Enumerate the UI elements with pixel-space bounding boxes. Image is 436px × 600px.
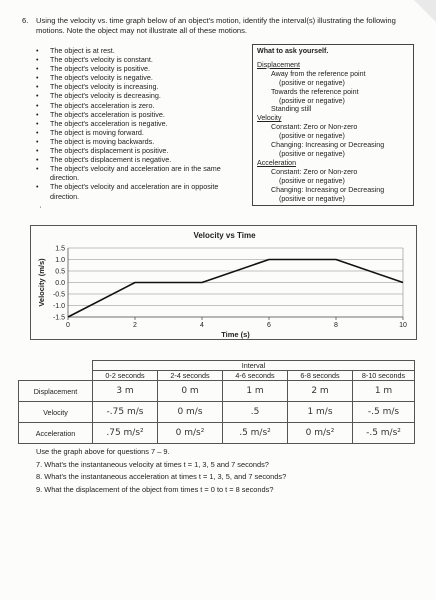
answer-cell: -.5 m/s (353, 402, 415, 423)
y-axis-label: Velocity (m/s) (37, 258, 46, 307)
velocity-time-chart (30, 225, 417, 340)
motion-item: • The object's acceleration is positive. (36, 110, 248, 119)
answer-cell: 0 m/s² (288, 423, 353, 444)
y-tick-label: 0.5 (55, 268, 65, 276)
x-tick-label: 0 (66, 322, 70, 329)
answer-cell: 1 m/s (288, 402, 353, 423)
motion-item: • The object's acceleration is zero. (36, 101, 248, 110)
row-label: Acceleration (19, 423, 93, 444)
ask-line: (positive or negative) (279, 78, 345, 87)
x-tick-label: 8 (334, 322, 338, 329)
answer-cell: 3 m (93, 381, 158, 402)
table-row (19, 381, 415, 402)
motion-item: • The object's velocity is increasing. (36, 82, 248, 91)
acceleration-heading: Acceleration (257, 158, 297, 167)
column-header: 8-10 seconds (353, 371, 415, 381)
y-tick-label: -0.5 (52, 291, 65, 299)
motion-item: • The object's velocity and acceleration are in the same direction. (36, 164, 248, 182)
row-label: Displacement (19, 381, 93, 402)
column-header: 4-6 seconds (223, 371, 288, 381)
y-tick-label: 1.5 (55, 245, 65, 253)
ask-line: (positive or negative) (279, 149, 345, 158)
ask-line: Constant: Zero or Non-zero (271, 167, 358, 176)
ask-line: (positive or negative) (279, 176, 345, 185)
row-label: Velocity (19, 402, 93, 423)
interval-header: Interval (93, 361, 415, 371)
ask-line: Changing: Increasing or Decreasing (271, 185, 385, 194)
question-9: 9. What the displacement of the object from times t = 0 to t = 8 seconds? (36, 484, 274, 494)
question-6-number: 6. (22, 16, 29, 25)
stray-mark: ' (40, 207, 42, 213)
x-tick-label: 2 (133, 322, 137, 329)
motion-item: • The object's velocity is constant. (36, 55, 248, 64)
velocity-heading: Velocity (257, 114, 282, 123)
interval-table (18, 360, 415, 444)
answer-cell: 1 m (223, 381, 288, 402)
answer-cell: -.75 m/s (93, 402, 158, 423)
ask-box-title: What to ask yourself. (257, 47, 329, 55)
x-axis-label: Time (s) (221, 330, 250, 339)
table-row (19, 402, 415, 423)
motion-item: • The object's velocity is decreasing. (36, 91, 248, 100)
y-tick-label: -1.0 (52, 303, 65, 310)
ask-line: Constant: Zero or Non-zero (271, 123, 358, 132)
y-tick-label: 1.0 (55, 257, 65, 264)
column-header: 0-2 seconds (93, 371, 158, 381)
x-tick-label: 10 (399, 322, 407, 329)
motion-item: • The object's acceleration is negative. (36, 119, 248, 128)
ask-line: Towards the reference point (271, 87, 359, 96)
velocity-line (68, 260, 403, 318)
question-6-text: Using the velocity vs. time graph below of an object's motion, identify the interval(s) illustrating the following motions. Note the object may not illustrate all of these motions. (36, 16, 396, 35)
questions-block (36, 446, 426, 496)
x-tick-label: 4 (200, 322, 204, 329)
answer-cell: .5 (223, 402, 288, 423)
answer-cell: 0 m/s (158, 402, 223, 423)
y-tick-label: -1.5 (52, 314, 65, 322)
answer-cell: 1 m (353, 381, 415, 402)
ask-line: (positive or negative) (279, 96, 345, 105)
motion-item: • The object is at rest. (36, 46, 248, 55)
motion-item: • The object's velocity and acceleration are in opposite direction. (36, 182, 248, 200)
ask-line: (positive or negative) (279, 194, 345, 203)
ask-line: Standing still (271, 105, 312, 114)
ask-yourself-box (252, 44, 414, 206)
motion-item: • The object is moving backwards. (36, 137, 248, 146)
question-8: 8. What's the instantaneous acceleration at times t = 1, 3, 5, and 7 seconds? (36, 472, 287, 481)
x-tick-label: 6 (267, 322, 271, 329)
answer-cell: -.5 m/s² (353, 423, 415, 444)
motion-item: • The object's velocity is negative. (36, 73, 248, 82)
chart-title: Velocity vs Time (193, 231, 256, 240)
motion-item: • The object's displacement is positive. (36, 146, 248, 155)
questions-intro: Use the graph above for questions 7 – 9. (36, 447, 170, 456)
ask-line: Away from the reference point (271, 69, 366, 78)
column-header: 2-4 seconds (158, 371, 223, 381)
ask-line: Changing: Increasing or Decreasing (271, 141, 385, 150)
motion-item: • The object's displacement is negative. (36, 155, 248, 164)
answer-cell: 0 m (158, 381, 223, 402)
y-tick-label: 0.0 (55, 280, 65, 287)
table-row (19, 423, 415, 444)
chart-svg (31, 226, 418, 341)
ask-line: (positive or negative) (279, 132, 345, 141)
answer-cell: .5 m/s² (223, 423, 288, 444)
question-7: 7. What's the instantaneous velocity at times t = 1, 3, 5 and 7 seconds? (36, 459, 269, 469)
column-header: 6-8 seconds (288, 371, 353, 381)
motion-item: • The object is moving forward. (36, 128, 248, 137)
answer-cell: 2 m (288, 381, 353, 402)
answer-cell: 0 m/s² (158, 423, 223, 444)
displacement-heading: Displacement (257, 60, 300, 69)
answer-cell: .75 m/s² (93, 423, 158, 444)
motion-item: • The object's velocity is positive. (36, 64, 248, 73)
motion-list (36, 46, 248, 201)
page-corner-fold (414, 0, 436, 22)
